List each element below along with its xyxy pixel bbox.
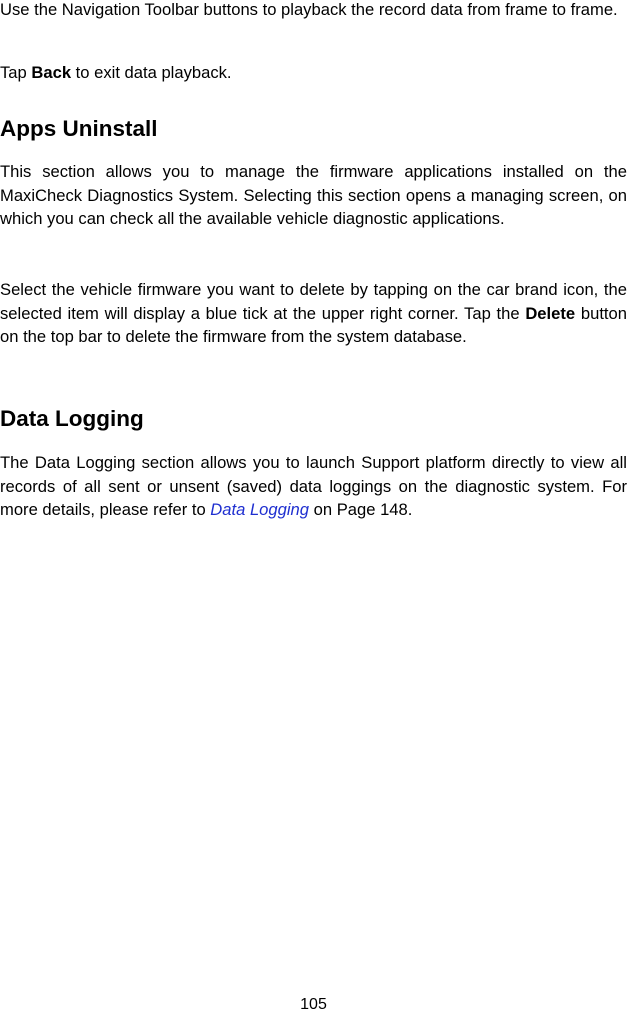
page-number: 105 xyxy=(300,996,327,1013)
paragraph-apps-uninstall-intro xyxy=(0,160,627,231)
paragraph-tap-back xyxy=(0,61,627,85)
paragraph-text: Tap xyxy=(0,63,32,82)
delete-button-reference: Delete xyxy=(525,303,576,323)
paragraph-text: to exit data playback. xyxy=(71,63,232,82)
paragraph-data-logging-intro xyxy=(0,451,627,522)
heading-apps-uninstall: Apps Uninstall xyxy=(0,116,158,141)
heading-data-logging: Data Logging xyxy=(0,406,144,431)
paragraph-text: This section allows you to manage the firmware applications installed on the MaxiCheck Diagnostics System. Selecting this section opens a managing screen, on which you can check all the available vehicle diagnostic applications. xyxy=(0,162,627,228)
paragraph-text: The Data Logging section allows you to launch Support platform directly to view all records of all sent or unsent (saved) data loggings on the diagnostic system. For more details, please refer to xyxy=(0,453,627,519)
paragraph-select-firmware xyxy=(0,278,627,349)
paragraph-text: button on the top bar to delete the firmware from the system database. xyxy=(0,303,627,346)
paragraph-navigation-toolbar xyxy=(0,0,627,22)
back-button-reference: Back xyxy=(31,63,72,82)
paragraph-text: Select the vehicle firmware you want to delete by tapping on the car brand icon, the selected item will display a blue tick at the upper right corner. Tap the xyxy=(0,280,627,323)
paragraph-text: on Page 148. xyxy=(309,500,413,519)
paragraph-text: Use the Navigation Toolbar buttons to playback the record data from frame to frame. xyxy=(0,0,618,19)
data-logging-link[interactable]: Data Logging xyxy=(210,500,310,519)
